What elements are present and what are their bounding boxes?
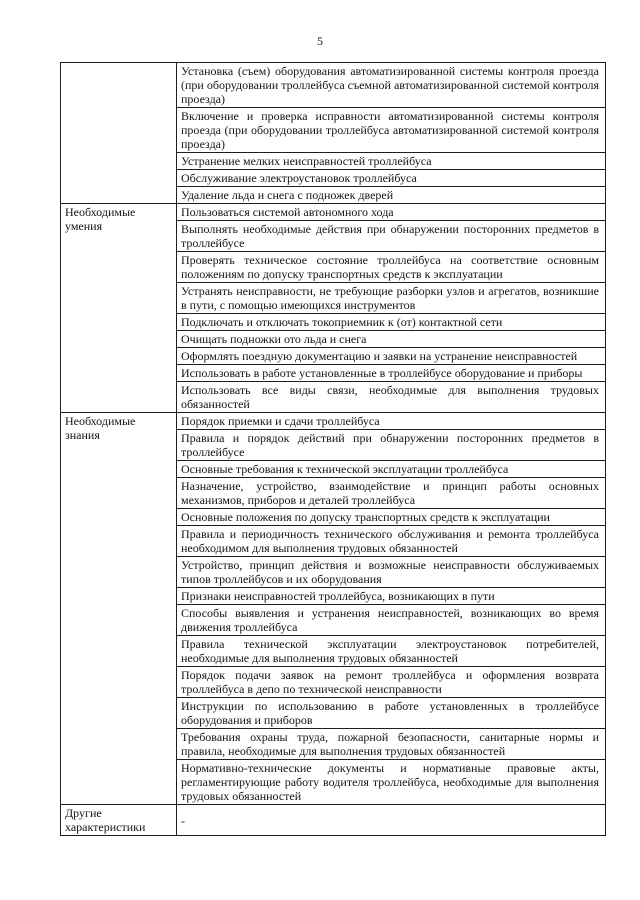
table-cell: Назначение, устройство, взаимодействие и принцип работы основных механизмов, приборов и деталей троллейбуса (177, 478, 606, 509)
table-cell: - (177, 805, 606, 836)
table-cell: Правила и периодичность технического обслуживания и ремонта троллейбуса необходимом для выполнения трудовых обязанностей (177, 526, 606, 557)
table-cell: Выполнять необходимые действия при обнаружении посторонних предметов в троллейбусе (177, 221, 606, 252)
table-cell: Пользоваться системой автономного хода (177, 204, 606, 221)
section-label-knowledge: Необходимые знания (65, 414, 136, 442)
table-row (61, 413, 606, 430)
section-label-cell (61, 204, 177, 413)
table-cell: Правила технической эксплуатации электроустановок потребителей, необходимые для выполнения трудовых обязанностей (177, 636, 606, 667)
table-cell: Включение и проверка исправности автоматизированной системы контроля проезда (при оборудовании троллейбуса автоматизированной системой контроля проезда) (177, 108, 606, 153)
table-cell: Признаки неисправностей троллейбуса, возникающих в пути (177, 588, 606, 605)
table-cell: Использовать в работе установленные в троллейбусе оборудование и приборы (177, 365, 606, 382)
table-cell: Обслуживание электроустановок троллейбуса (177, 170, 606, 187)
section-label-cell (61, 413, 177, 805)
table-cell: Удаление льда и снега с подножек дверей (177, 187, 606, 204)
table-cell: Порядок приемки и сдачи троллейбуса (177, 413, 606, 430)
table-cell: Требования охраны труда, пожарной безопасности, санитарные нормы и правила, необходимые для выполнения трудовых обязанностей (177, 729, 606, 760)
table-cell: Очищать подножки ото льда и снега (177, 331, 606, 348)
competency-table (60, 62, 606, 836)
table-cell: Устранение мелких неисправностей троллейбуса (177, 153, 606, 170)
table-cell: Устранять неисправности, не требующие разборки узлов и агрегатов, возникшие в пути, с помощью имеющихся инструментов (177, 283, 606, 314)
table-cell: Установка (съем) оборудования автоматизированной системы контроля проезда (при оборудовании троллейбуса съемной автоматизированной системой контроля проезда) (177, 63, 606, 108)
section-label-skills: Необходимые умения (65, 205, 136, 233)
table-cell: Проверять техническое состояние троллейбуса на соответствие основным положениям по допуску транспортных средств к эксплуатации (177, 252, 606, 283)
table-cell: Основные положения по допуску транспортных средств к эксплуатации (177, 509, 606, 526)
table-cell: Порядок подачи заявок на ремонт троллейбуса и оформления возврата троллейбуса в депо по технической неисправности (177, 667, 606, 698)
table-cell: Нормативно-технические документы и нормативные правовые акты, регламентирующие работу водителя троллейбуса, необходимые для выполнения трудовых обязанностей (177, 760, 606, 805)
section-label-cell (61, 805, 177, 836)
table-row (61, 204, 606, 221)
table-cell: Правила и порядок действий при обнаружении посторонних предметов в троллейбусе (177, 430, 606, 461)
section-label-cell (61, 63, 177, 204)
page-number: 5 (317, 34, 323, 48)
table-row (61, 63, 606, 108)
table-cell: Устройство, принцип действия и возможные неисправности обслуживаемых типов троллейбусов и их оборудования (177, 557, 606, 588)
table-cell: Основные требования к технической эксплуатации троллейбуса (177, 461, 606, 478)
table-cell: Использовать все виды связи, необходимые для выполнения трудовых обязанностей (177, 382, 606, 413)
section-label-other: Другие характеристики (65, 806, 146, 834)
table-cell: Подключать и отключать токоприемник к (от) контактной сети (177, 314, 606, 331)
table-cell: Способы выявления и устранения неисправностей, возникающих во время движения троллейбуса (177, 605, 606, 636)
table-row (61, 805, 606, 836)
table-cell: Оформлять поездную документацию и заявки на устранение неисправностей (177, 348, 606, 365)
table-cell: Инструкции по использованию в работе установленных в троллейбусе оборудования и приборов (177, 698, 606, 729)
